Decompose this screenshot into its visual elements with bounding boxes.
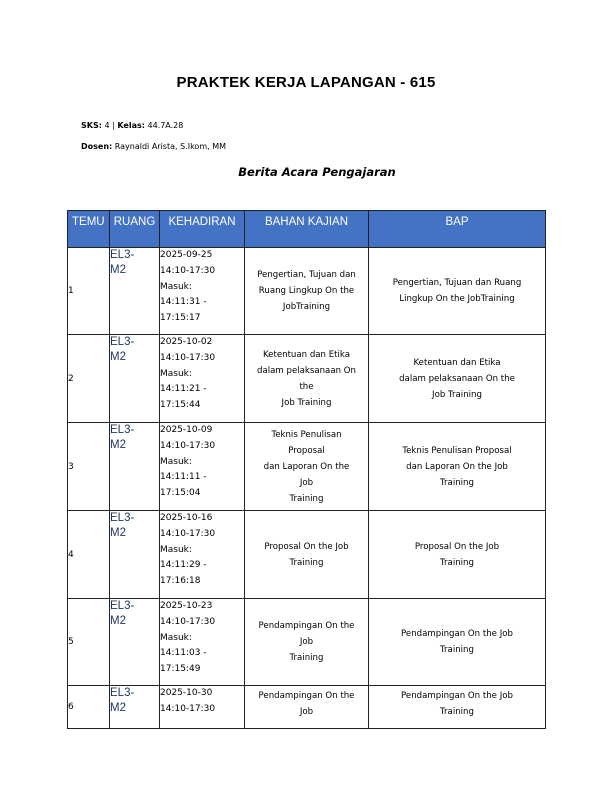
ruang-cell xyxy=(110,335,160,423)
temu-cell: 5 xyxy=(68,599,110,686)
kehadiran-line: 2025-10-02 xyxy=(160,337,213,347)
header-ruang: RUANG xyxy=(110,211,160,248)
kehadiran-line: 14:11:29 - xyxy=(160,560,207,571)
bahan-kajian-line: Pendampingan On the xyxy=(258,691,355,701)
kehadiran-line: 14:11:21 - xyxy=(160,384,207,395)
page-title: PRAKTEK KERJA LAPANGAN - 615 xyxy=(176,74,436,91)
temu-cell: 4 xyxy=(68,511,110,599)
kehadiran-line: 14:10-17:30 xyxy=(160,528,216,539)
bahan-kajian-line: Job xyxy=(299,477,314,488)
kelas-label: Kelas: xyxy=(117,121,145,130)
kehadiran-line: 17:16:18 xyxy=(160,576,201,587)
kehadiran-line: 14:11:03 - xyxy=(160,648,207,659)
bap-line: Pendampingan On the Job xyxy=(401,629,513,639)
bap-line: Lingkup On the JobTraining xyxy=(399,294,515,304)
kehadiran-line: Masuk: xyxy=(160,281,192,292)
bahan-kajian-cell xyxy=(245,599,369,686)
ruang-cell xyxy=(110,511,160,599)
bap-line: Pendampingan On the Job xyxy=(401,691,513,701)
temu-cell: 2 xyxy=(68,335,110,423)
kehadiran-line: 14:10-17:30 xyxy=(160,616,216,627)
ruang-line: M2 xyxy=(110,351,126,363)
kehadiran-line: 2025-10-30 xyxy=(160,688,213,698)
bahan-kajian-cell xyxy=(245,248,369,335)
header-kehadiran: KEHADIRAN xyxy=(160,211,245,248)
temu-cell: 6 xyxy=(68,686,110,729)
kehadiran-line: 17:15:49 xyxy=(160,664,201,675)
bahan-kajian-line: JobTraining xyxy=(282,302,331,312)
lecturer-info xyxy=(81,142,226,151)
kehadiran-cell xyxy=(160,599,245,686)
kehadiran-cell xyxy=(160,686,245,729)
bap-cell xyxy=(369,511,546,599)
bap-line: Training xyxy=(440,645,474,655)
ruang-line: EL3- xyxy=(110,249,135,261)
ruang-line: M2 xyxy=(110,264,126,276)
kehadiran-line: 14:10-17:30 xyxy=(160,352,216,363)
dosen-value: Raynaldi Arista, S.Ikom, MM xyxy=(112,142,227,151)
course-info xyxy=(81,121,183,130)
bahan-kajian-line: Training xyxy=(289,557,324,568)
bap-cell xyxy=(369,686,546,729)
kehadiran-line: 14:10-17:30 xyxy=(160,440,216,451)
kehadiran-line: 14:10-17:30 xyxy=(160,265,216,276)
ruang-cell xyxy=(110,423,160,511)
bap-line: Teknis Penulisan Proposal xyxy=(402,445,512,456)
bahan-kajian-line: Ruang Lingkup On the xyxy=(258,286,355,296)
bahan-kajian-line: the xyxy=(299,381,314,392)
bahan-kajian-line: Teknis Penulisan xyxy=(271,429,342,440)
ruang-cell xyxy=(110,686,160,729)
kehadiran-line: 17:15:44 xyxy=(160,400,201,411)
kehadiran-line: 17:15:04 xyxy=(160,488,201,499)
ruang-line: M2 xyxy=(110,702,126,714)
bap-line: Ketentuan dan Etika xyxy=(413,357,501,368)
ruang-cell xyxy=(110,599,160,686)
sks-value: 4 | xyxy=(101,121,118,130)
kehadiran-line: 17:15:17 xyxy=(160,313,201,324)
kehadiran-line: Masuk: xyxy=(160,632,192,643)
ruang-line: EL3- xyxy=(110,687,135,699)
ruang-line: EL3- xyxy=(110,512,135,524)
bahan-kajian-line: Job xyxy=(299,637,314,647)
ruang-line: M2 xyxy=(110,527,126,539)
bap-line: Training xyxy=(440,707,474,717)
header-temu: TEMU xyxy=(68,211,110,248)
sks-label: SKS: xyxy=(81,121,102,130)
bap-cell xyxy=(369,423,546,511)
kehadiran-cell xyxy=(160,248,245,335)
bap-line: Proposal On the Job xyxy=(414,541,500,552)
bahan-kajian-line: Proposal xyxy=(288,445,325,456)
bahan-kajian-line: Job Training xyxy=(281,397,332,408)
kehadiran-line: Masuk: xyxy=(160,368,192,379)
kehadiran-line: Masuk: xyxy=(160,544,192,555)
ruang-line: EL3- xyxy=(110,600,135,612)
bap-line: Training xyxy=(440,557,474,568)
table-row xyxy=(68,423,546,511)
bahan-kajian-line: Pendampingan On the xyxy=(258,621,355,631)
temu-cell: 3 xyxy=(68,423,110,511)
kelas-value: 44.7A.28 xyxy=(144,121,184,130)
bahan-kajian-line: Training xyxy=(289,653,324,663)
table-row xyxy=(68,686,546,729)
bap-line: dan Laporan On the Job xyxy=(406,461,508,472)
dosen-label: Dosen: xyxy=(81,142,113,151)
bahan-kajian-line: Training xyxy=(289,493,324,504)
bahan-kajian-cell xyxy=(245,686,369,729)
ruang-line: EL3- xyxy=(110,336,135,348)
ruang-line: M2 xyxy=(110,439,126,451)
kehadiran-line: 14:11:11 - xyxy=(160,472,207,483)
bahan-kajian-line: Job xyxy=(299,707,314,717)
temu-cell: 1 xyxy=(68,248,110,335)
section-subtitle: Berita Acara Pengajaran xyxy=(238,165,396,179)
bahan-kajian-line: Ketentuan dan Etika xyxy=(262,349,351,360)
bahan-kajian-line: Pengertian, Tujuan dan xyxy=(257,270,356,280)
kehadiran-cell xyxy=(160,511,245,599)
header-bahan-kajian: BAHAN KAJIAN xyxy=(245,211,369,248)
kehadiran-line: 2025-10-09 xyxy=(160,425,213,435)
bahan-kajian-cell xyxy=(245,511,369,599)
kehadiran-cell xyxy=(160,335,245,423)
bap-line: Job Training xyxy=(432,389,482,400)
bahan-kajian-line: dan Laporan On the xyxy=(263,461,350,472)
bap-line: dalam pelaksanaan On the xyxy=(399,373,515,384)
bap-cell xyxy=(369,248,546,335)
ruang-cell xyxy=(110,248,160,335)
bahan-kajian-line: dalam pelaksanaan On xyxy=(257,365,356,376)
kehadiran-line: 14:11:31 - xyxy=(160,297,207,308)
teaching-record-table xyxy=(67,210,546,729)
table-row xyxy=(68,599,546,686)
table-row xyxy=(68,248,546,335)
bahan-kajian-line: Proposal On the Job xyxy=(264,541,349,552)
kehadiran-line: 2025-10-23 xyxy=(160,601,213,611)
table-row xyxy=(68,511,546,599)
bahan-kajian-cell xyxy=(245,423,369,511)
ruang-line: EL3- xyxy=(110,424,135,436)
kehadiran-line: 2025-10-16 xyxy=(160,513,213,523)
table-row xyxy=(68,335,546,423)
bahan-kajian-cell xyxy=(245,335,369,423)
bap-line: Training xyxy=(440,477,474,488)
bap-cell xyxy=(369,599,546,686)
bap-line: Pengertian, Tujuan dan Ruang xyxy=(392,278,522,288)
kehadiran-line: 2025-09-25 xyxy=(160,250,213,260)
table-header-row xyxy=(68,211,546,248)
header-bap: BAP xyxy=(369,211,546,248)
bap-cell xyxy=(369,335,546,423)
kehadiran-line: 14:10-17:30 xyxy=(160,703,216,714)
kehadiran-cell xyxy=(160,423,245,511)
kehadiran-line: Masuk: xyxy=(160,456,192,467)
ruang-line: M2 xyxy=(110,615,126,627)
